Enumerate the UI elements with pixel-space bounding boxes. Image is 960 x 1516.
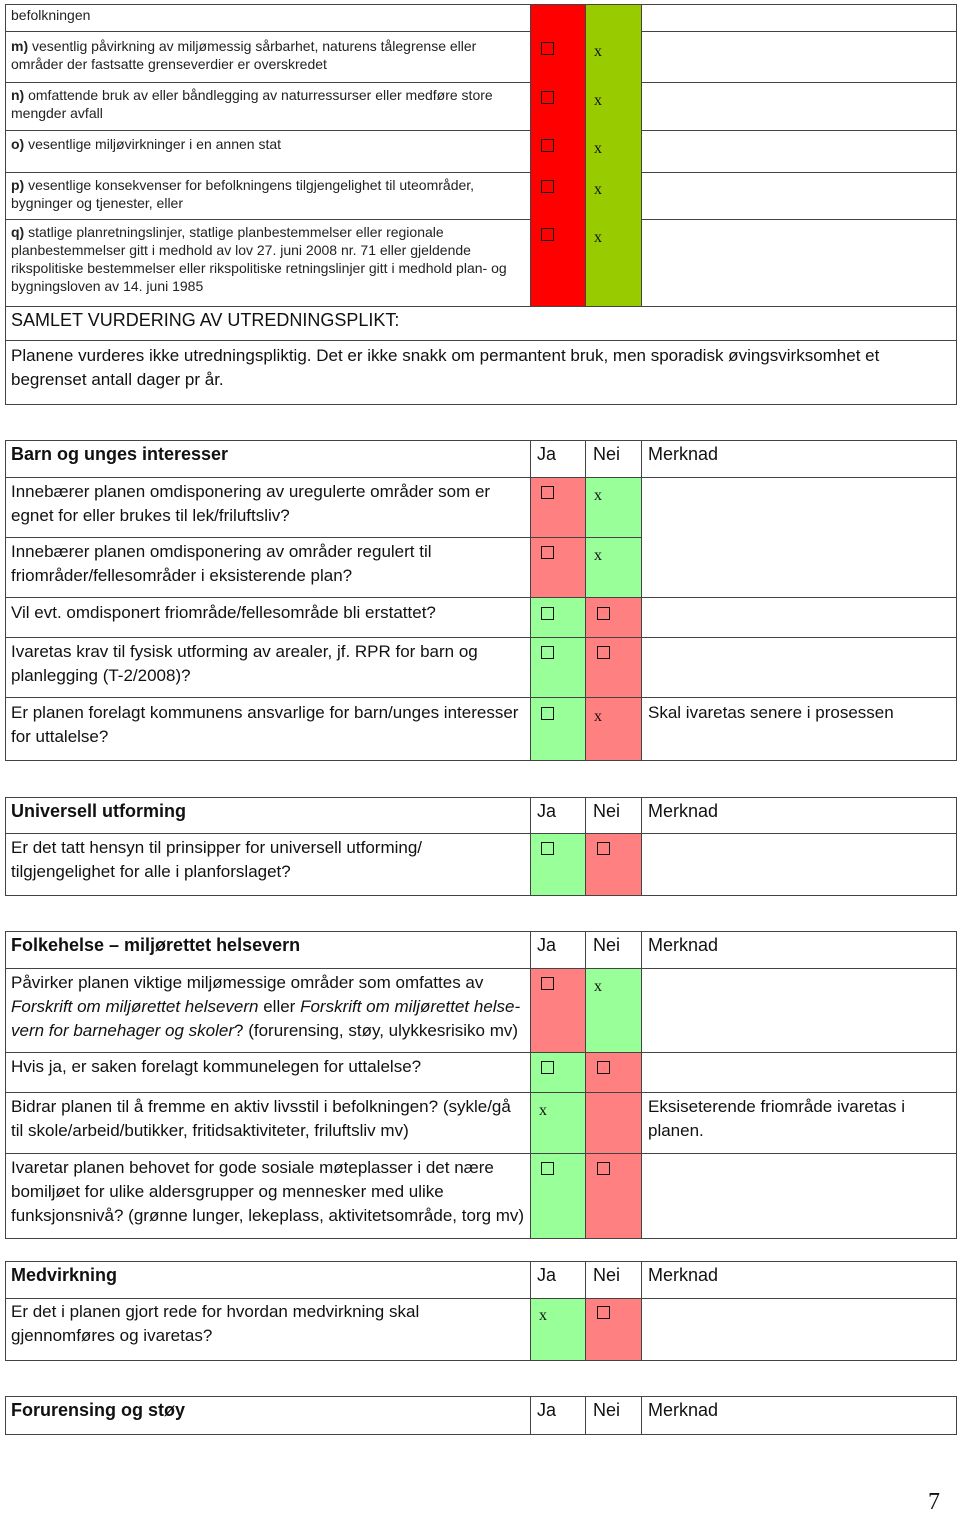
folkehelse-row-2-text: Hvis ja, er saken forelagt kommunelegen for uttalelse?: [11, 1057, 422, 1076]
barn-merknad-header: Merknad: [648, 444, 719, 464]
x-mark-nei-p: x: [594, 181, 602, 198]
medvirkning-title: Medvirkning: [11, 1265, 118, 1285]
forurensing-title: Forurensing og støy: [11, 1400, 186, 1420]
checkbox-ja-q[interactable]: [541, 228, 554, 241]
barn-row-3-nei-checkbox[interactable]: [597, 607, 610, 620]
folkehelse-row-2-ja-checkbox[interactable]: [541, 1061, 554, 1074]
barn-row-4-text: Ivaretas krav til fysisk utforming av arealer, jf. RPR for barn og planlegging (T-2/2008)?: [11, 642, 478, 685]
barn-row-4-ja-checkbox[interactable]: [541, 646, 554, 659]
samlet-title: SAMLET VURDERING AV UTREDNINGSPLIKT:: [11, 310, 400, 330]
folkehelse-row-4-ja-checkbox[interactable]: [541, 1162, 554, 1175]
barn-title: Barn og unges interesser: [11, 444, 229, 464]
top-continuation-text: befolkningen: [11, 7, 91, 23]
x-mark-nei-n: x: [594, 92, 602, 109]
barn-row-1-ja-checkbox[interactable]: [541, 486, 554, 499]
folkehelse-title: Folkehelse – miljørettet helsevern: [11, 935, 301, 955]
barn-row-5-nei-x: x: [594, 708, 602, 725]
medvirkning-ja-header: Ja: [537, 1265, 557, 1285]
row-o-text: o) vesentlige miljøvirkninger i en annen stat: [11, 136, 282, 152]
checkbox-ja-m[interactable]: [541, 42, 554, 55]
medvirkning-row-1-ja-x: x: [539, 1307, 547, 1324]
checkbox-ja-p[interactable]: [541, 180, 554, 193]
barn-row-1-text: Innebærer planen omdisponering av uregulerte områder som er egnet for eller brukes til lek/friluftsliv?: [11, 482, 491, 525]
samlet-text: Planene vurderes ikke utredningspliktig. Det er ikke snakk om permantent bruk, men sporadisk øvingsvirksomhet et begrenset antall dager pr år.: [11, 346, 880, 389]
row-q-text: q) statlige planretningslinjer, statlige planbestemmelser eller regionale planbestemmelser gitt i medhold av lov 27. juni 2008 nr. 71 eller gjeldende rikspolitiske bestemmelser eller rikspolitiske retningslinjer gitt i medhold plan- og bygningsloven av 14. juni 1985: [11, 224, 507, 294]
folkehelse-row-2-nei-checkbox[interactable]: [597, 1061, 610, 1074]
forurensing-ja-header: Ja: [537, 1400, 557, 1420]
barn-row-2-nei-x: x: [594, 547, 602, 564]
barn-row-5-ja-checkbox[interactable]: [541, 707, 554, 720]
row-m-text: m) vesentlig påvirkning av miljømessig sårbarhet, naturens tålegrense eller områder der fastsatte grenseverdier er overskredet: [11, 38, 477, 72]
barn-nei-header: Nei: [593, 444, 621, 464]
barn-row-5-merknad: Skal ivaretas senere i prosessen: [648, 703, 894, 722]
x-mark-nei-o: x: [594, 140, 602, 157]
medvirkning-row-1-text: Er det i planen gjort rede for hvordan medvirkning skal gjennomføres og ivaretas?: [11, 1302, 420, 1345]
folkehelse-row-3-ja-x: x: [539, 1102, 547, 1119]
universell-title: Universell utforming: [11, 801, 187, 821]
checkbox-ja-o[interactable]: [541, 139, 554, 152]
x-mark-nei-m: x: [594, 43, 602, 60]
medvirkning-merknad-header: Merknad: [648, 1265, 719, 1285]
barn-row-1-nei-x: x: [594, 487, 602, 504]
row-p-text: p) vesentlige konsekvenser for befolkningens tilgjengelighet til uteområder, bygninger og tjenester, eller: [11, 177, 475, 211]
folkehelse-row-4-text: Ivaretar planen behovet for gode sosiale møteplasser i det nære bomiljøet for ulike aldersgrupper og mennesker med ulike funksjonsnivå? (grønne lunger, lekeplass, aktivitetsområde, torg mv): [11, 1158, 525, 1225]
folkehelse-merknad-header: Merknad: [648, 935, 719, 955]
universell-row-1-text: Er det tatt hensyn til prinsipper for universell utforming/ tilgjengelighet for alle i planforslaget?: [11, 838, 423, 881]
forurensing-nei-header: Nei: [593, 1400, 621, 1420]
barn-ja-header: Ja: [537, 444, 557, 464]
folkehelse-ja-header: Ja: [537, 935, 557, 955]
folkehelse-row-1-text: Påvirker planen viktige miljømessige områder som omfattes av Forskrift om miljørettet helsevern eller Forskrift om miljørettet helse- vern for barnehager og skoler? (forurensing, støy, ulykkesrisiko mv): [11, 973, 521, 1040]
barn-row-4-nei-checkbox[interactable]: [597, 646, 610, 659]
universell-row-1-nei-checkbox[interactable]: [597, 842, 610, 855]
universell-ja-header: Ja: [537, 801, 557, 821]
barn-row-3-text: Vil evt. omdisponert friområde/fellesområde bli erstattet?: [11, 603, 436, 622]
forurensing-merknad-header: Merknad: [648, 1400, 719, 1420]
ja-column-red: [530, 5, 585, 306]
barn-row-2-ja-checkbox[interactable]: [541, 546, 554, 559]
folkehelse-row-4-nei-checkbox[interactable]: [597, 1162, 610, 1175]
universell-row-1-ja-checkbox[interactable]: [541, 842, 554, 855]
barn-row-2-text: Innebærer planen omdisponering av områder regulert til friområder/fellesområder i eksisterende plan?: [11, 542, 432, 585]
folkehelse-row-3-merknad: Eksiseterende friområde ivaretas i planen.: [648, 1097, 906, 1140]
medvirkning-nei-header: Nei: [593, 1265, 621, 1285]
medvirkning-row-1-nei-checkbox[interactable]: [597, 1306, 610, 1319]
checkbox-ja-n[interactable]: [541, 91, 554, 104]
barn-row-3-ja-checkbox[interactable]: [541, 607, 554, 620]
folkehelse-row-3-text: Bidrar planen til å fremme en aktiv livsstil i befolkningen? (sykle/gå til skole/arbeid/butikker, fritidsaktiviteter, friluftsliv mv): [11, 1097, 511, 1140]
folkehelse-row-1-ja-checkbox[interactable]: [541, 977, 554, 990]
x-mark-nei-q: x: [594, 229, 602, 246]
universell-nei-header: Nei: [593, 801, 621, 821]
universell-merknad-header: Merknad: [648, 801, 719, 821]
barn-row-5-text: Er planen forelagt kommunens ansvarlige for barn/unges interesser for uttalelse?: [11, 703, 519, 746]
page-number: 7: [928, 1489, 940, 1515]
folkehelse-row-1-nei-x: x: [594, 978, 602, 995]
folkehelse-nei-header: Nei: [593, 935, 621, 955]
row-n-text: n) omfattende bruk av eller båndlegging av naturressurser eller medføre store mengder avfall: [11, 87, 493, 121]
